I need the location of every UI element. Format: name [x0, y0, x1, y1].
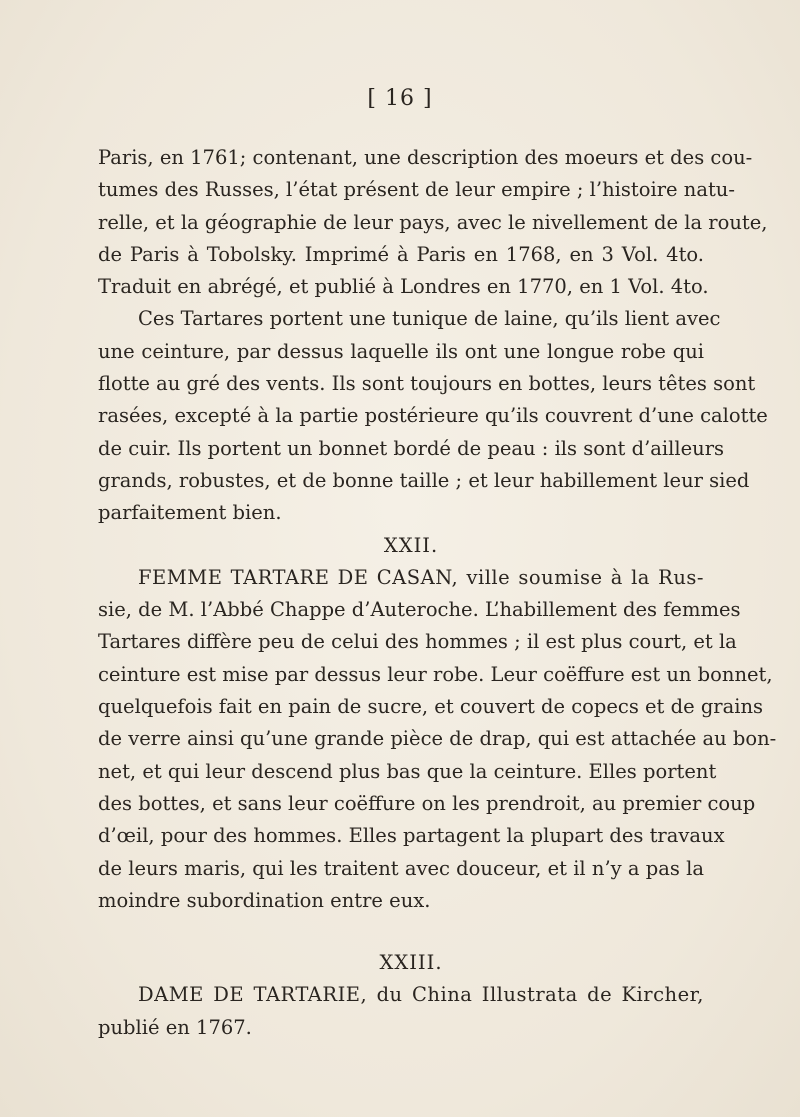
text-line: publié en 1767.	[98, 1015, 252, 1039]
text-line: Ces Tartares portent une tunique de laine, qu’ils lient avec	[138, 307, 721, 331]
section-gap	[98, 917, 704, 947]
text-line: de cuir. Ils portent un bonnet bordé de peau : ils sont d’ailleurs	[98, 436, 725, 460]
text-line: de leurs maris, qui les traitent avec douceur, et il n’y a pas la	[98, 856, 704, 880]
text-line: d’œil, pour des hommes. Elles partagent la plupart des travaux	[98, 824, 725, 848]
text-line: rasées, excepté à la partie postérieure qu’ils couvrent d’une calotte	[98, 404, 768, 428]
text-line: moindre subordination entre eux.	[98, 888, 431, 912]
text-line: sie, de M. l’Abbé Chappe d’Auteroche. L’habillement des femmes	[98, 598, 741, 622]
text-line: quelquefois fait en pain de sucre, et couvert de copecs et de grains	[98, 695, 764, 719]
text-line: flotte au gré des vents. Ils sont toujours en bottes, leurs têtes sont	[98, 372, 756, 396]
section-heading-xxii: XXII.	[383, 533, 439, 557]
text-line: tumes des Russes, l’état présent de leur empire ; l’histoire natu-	[98, 178, 735, 202]
text-line: Tartares diffère peu de celui des hommes ; il est plus court, et la	[98, 630, 737, 654]
text-line: une ceinture, par dessus laquelle ils ont une longue robe qui	[98, 339, 704, 363]
text-line: Paris, en 1761; contenant, une description des moeurs et des cou-	[98, 146, 753, 169]
text-line: Traduit en abrégé, et publié à Londres en 1770, en 1 Vol. 4to.	[98, 275, 709, 299]
text-line: des bottes, et sans leur coëffure on les prendroit, au premier coup	[98, 791, 756, 815]
text-line: de Paris à Tobolsky. Imprimé à Paris en 1768, en 3 Vol. 4to.	[98, 242, 704, 266]
text-line: net, et qui leur descend plus bas que la ceinture. Elles portent	[98, 759, 717, 783]
text-line: de verre ainsi qu’une grande pièce de drap, qui est attachée au bon-	[98, 727, 777, 751]
text-line: ceinture est mise par dessus leur robe. Leur coëffure est un bonnet,	[98, 662, 773, 686]
text-line: DAME DE TARTARIE, du China Illustrata de Kircher,	[138, 983, 704, 1007]
page-number: [ 16 ]	[367, 86, 433, 111]
section-heading-xxiii: XXIII.	[379, 951, 443, 975]
text-line: FEMME TARTARE DE CASAN, ville soumise à la Rus-	[138, 565, 704, 589]
text-line: parfaitement bien.	[98, 501, 282, 525]
text-line: grands, robustes, et de bonne taille ; et leur habillement leur sied	[98, 468, 750, 492]
body-text	[98, 142, 777, 1044]
text-line: relle, et la géographie de leur pays, avec le nivellement de la route,	[98, 210, 768, 234]
